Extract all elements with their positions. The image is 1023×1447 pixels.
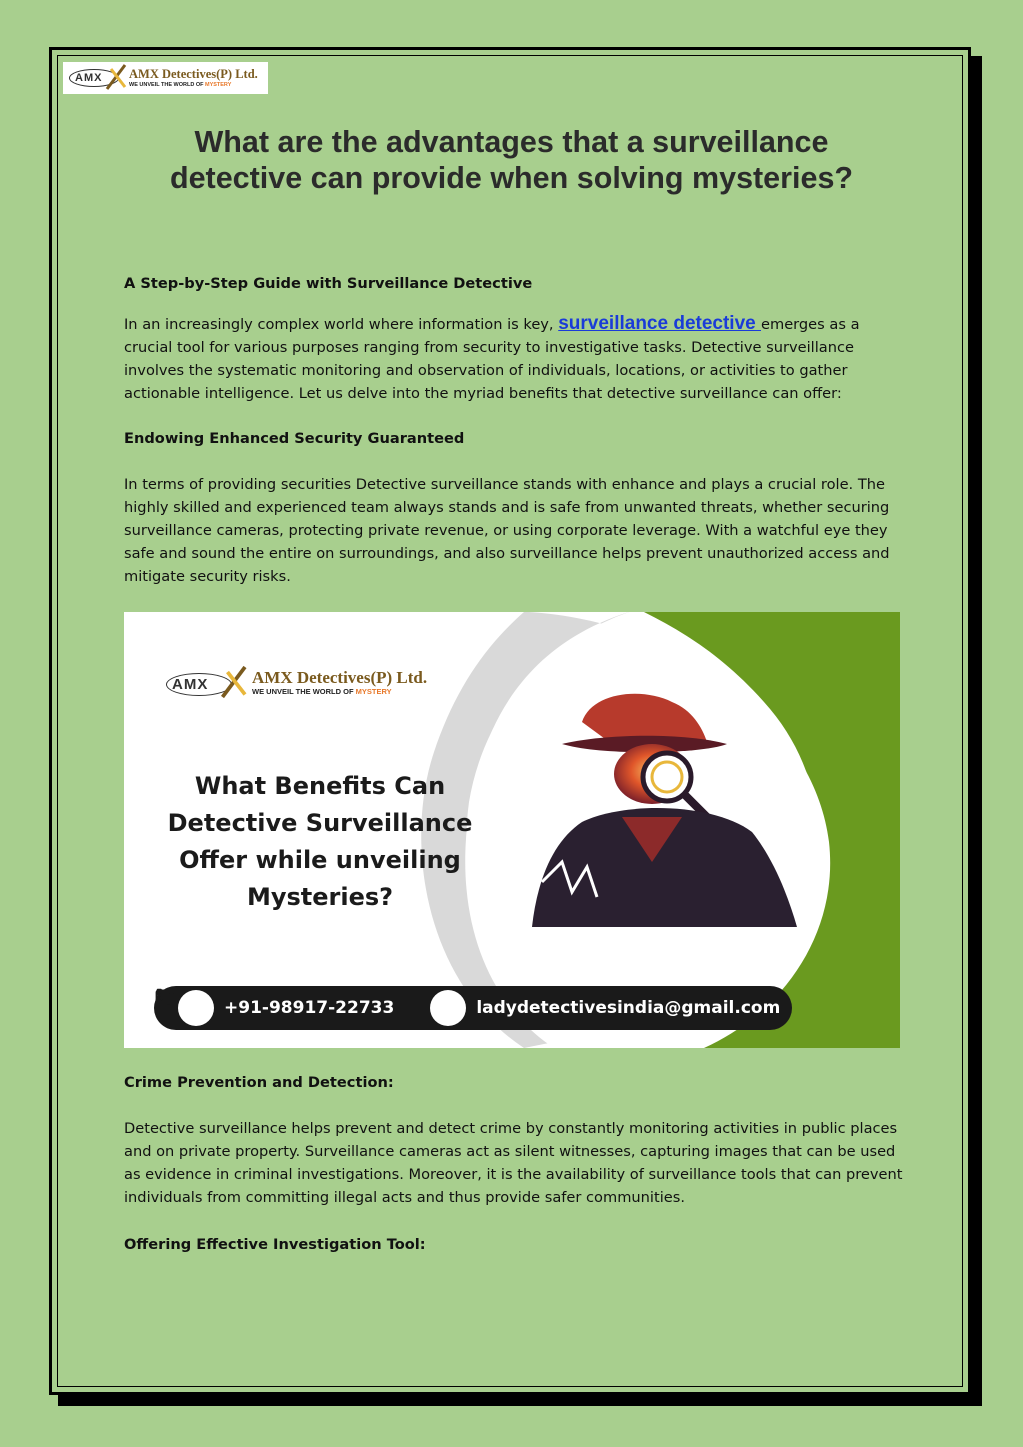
banner-logo bbox=[166, 662, 427, 702]
logo-mark bbox=[63, 62, 129, 94]
logo-company-name: AMX Detectives(P) Ltd. bbox=[129, 67, 258, 81]
banner-logo-amx-text: AMX bbox=[166, 673, 232, 696]
banner-logo-x-icon bbox=[220, 664, 250, 700]
security-paragraph: In terms of providing securities Detective surveillance stands with enhance and plays a crucial role. The highly skilled and experienced team always stands and is safe from unwanted threats, whether securing surveillance cameras, protecting private revenue, or using corporate leverage. With a watchful eye they safe and sound the entire on surroundings, and also surveillance helps prevent unauthorized access and mitigate security risks. bbox=[124, 476, 890, 585]
page-title bbox=[120, 124, 903, 196]
phone-icon bbox=[178, 990, 214, 1026]
page-title-line-2: detective can provide when solving mysteries? bbox=[169, 161, 854, 195]
banner-headline: What Benefits Can Detective Surveillance Offer while unveiling Mysteries? bbox=[167, 772, 473, 911]
detective-with-magnifier-illustration bbox=[512, 682, 842, 932]
crime-heading: Crime Prevention and Detection: bbox=[124, 1074, 394, 1091]
security-heading: Endowing Enhanced Security Guaranteed bbox=[124, 430, 465, 447]
banner-logo-tagline: WE UNVEIL THE WORLD OF MYSTERY bbox=[252, 686, 392, 696]
security-section bbox=[124, 427, 904, 588]
promo-banner-image bbox=[124, 612, 900, 1048]
banner-phone-number: +91-98917-22733 bbox=[224, 998, 395, 1018]
crime-paragraph: Detective surveillance helps prevent and detect crime by constantly monitoring activities in public places and on private property. Surveillance cameras act as silent witnesses, capturing images that can be used as evidence in criminal investigations. Moreover, it is the availability of surveillance tools that can prevent individuals from committing illegal acts and thus provide safer communities. bbox=[124, 1120, 903, 1206]
banner-logo-company-name: AMX Detectives(P) Ltd. bbox=[252, 667, 428, 687]
mail-icon bbox=[430, 990, 466, 1026]
logo-amx-text: AMX bbox=[69, 69, 119, 87]
intro-paragraph: In an increasingly complex world where information is key, surveillance detective emerges as a crucial tool for various purposes ranging from security to investigative tasks. Detective surveillance involves the systematic monitoring and observation of individuals, locations, or activities to gather actionable intelligence. Let us delve into the myriad benefits that detective surveillance can offer: bbox=[124, 313, 860, 402]
banner-contact-bar bbox=[154, 986, 792, 1030]
crime-section bbox=[124, 1071, 904, 1209]
intro-section bbox=[124, 272, 904, 405]
tool-heading: Offering Effective Investigation Tool: bbox=[124, 1236, 426, 1253]
logo-x-icon bbox=[105, 63, 129, 91]
banner-email: ladydetectivesindia@gmail.com bbox=[476, 998, 781, 1018]
surveillance-detective-link[interactable]: surveillance detective bbox=[558, 313, 761, 334]
logo-tagline: WE UNVEIL THE WORLD OF MYSTERY bbox=[129, 81, 232, 88]
intro-heading: A Step-by-Step Guide with Surveillance Detective bbox=[124, 275, 533, 292]
tool-section bbox=[124, 1233, 904, 1256]
page-title-line-1: What are the advantages that a surveillance bbox=[194, 125, 829, 159]
banner-logo-mark bbox=[166, 662, 252, 702]
company-logo bbox=[63, 62, 268, 94]
